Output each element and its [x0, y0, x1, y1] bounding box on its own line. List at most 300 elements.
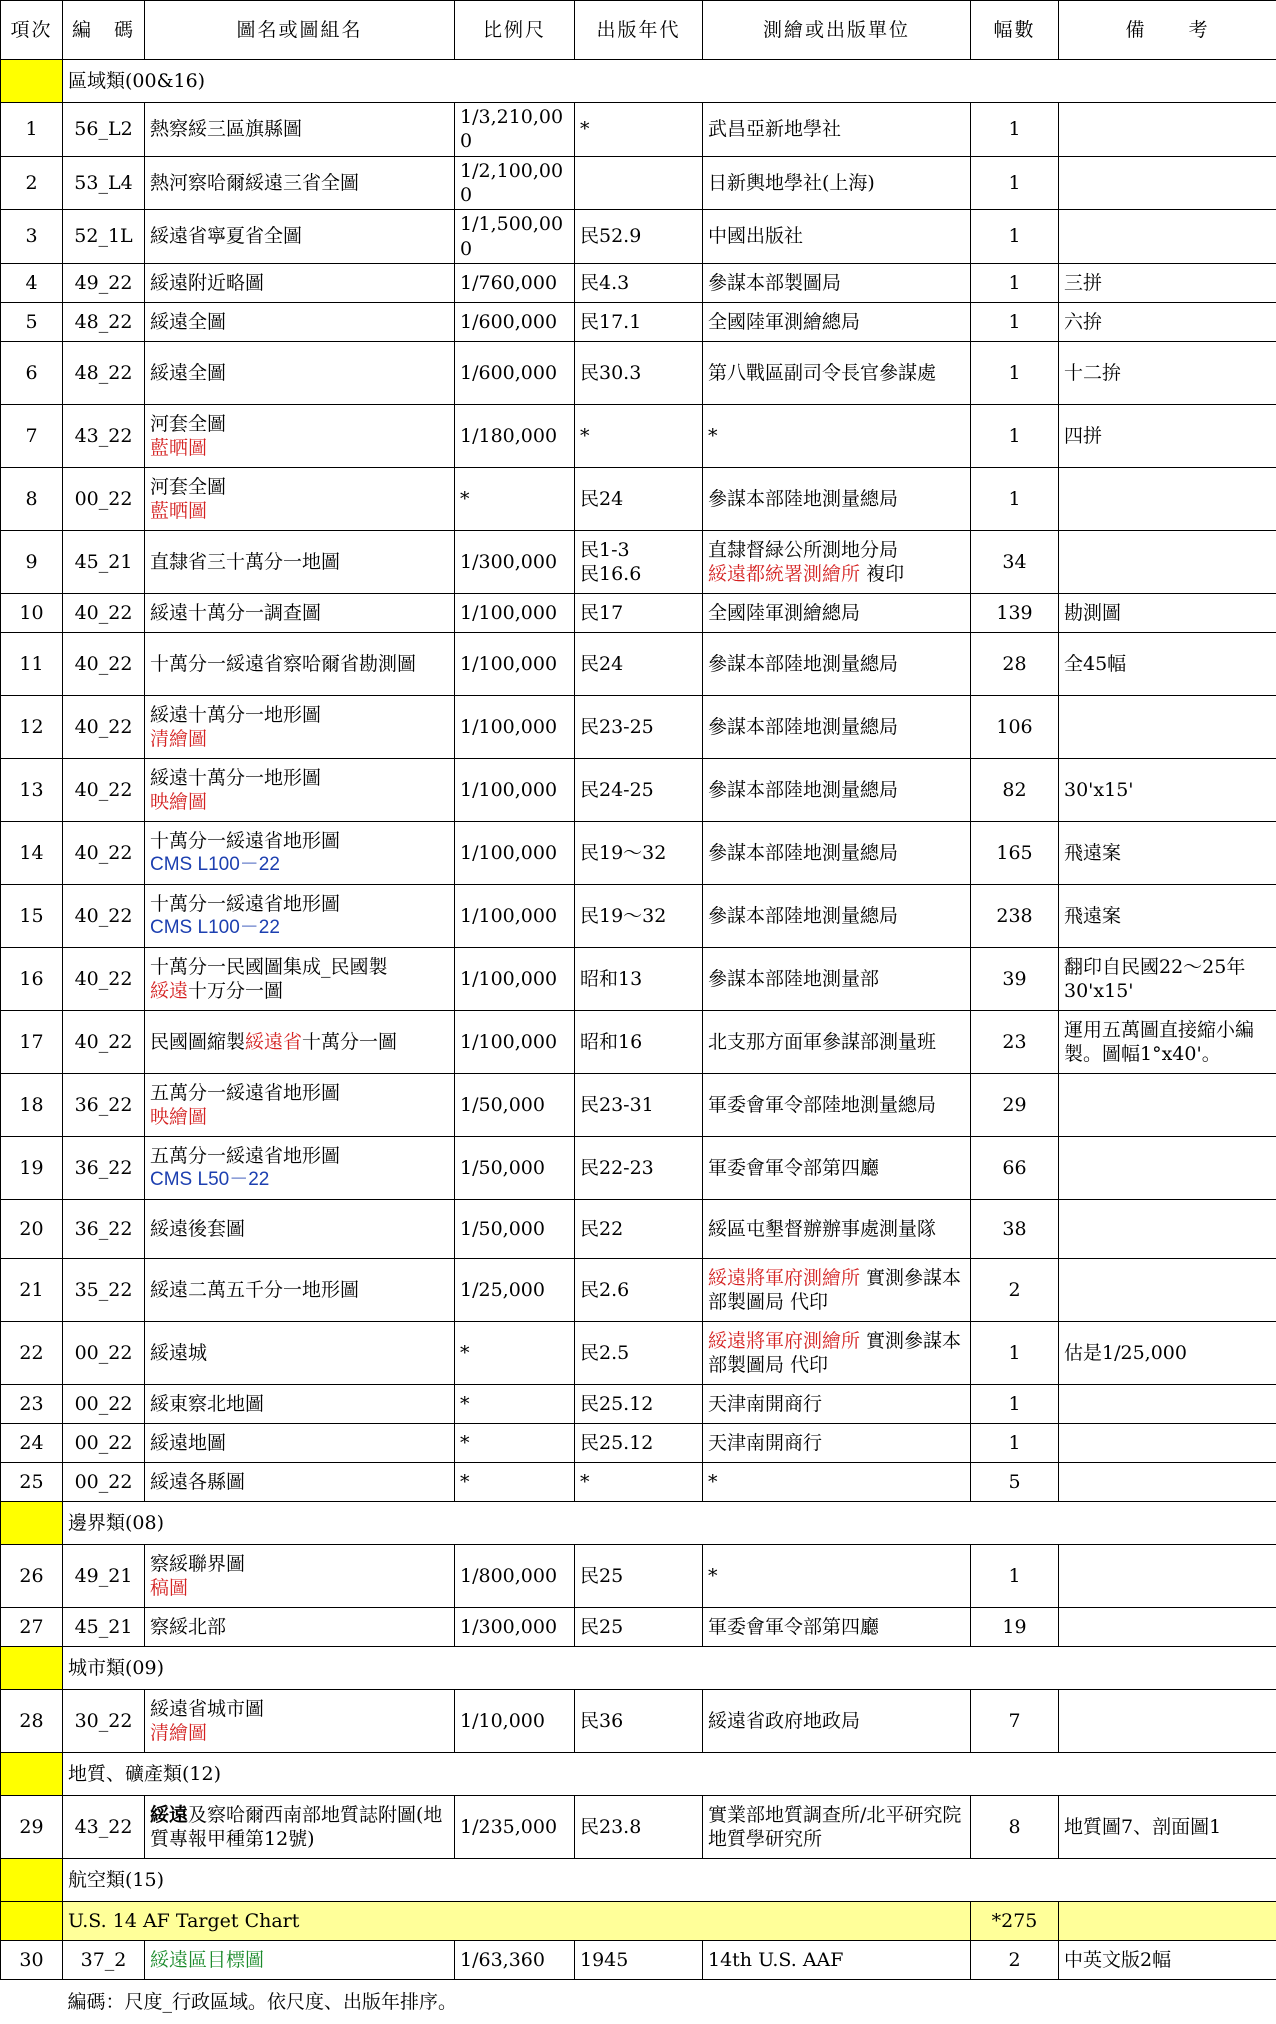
name-line: 綏遠十萬分一地形圖: [150, 703, 449, 727]
cell-year: 民24: [575, 632, 703, 695]
header-year: 出版年代: [575, 1, 703, 60]
cell-unit: *: [703, 404, 971, 467]
cell-note: [1059, 695, 1276, 758]
cell-no: 8: [1, 467, 63, 530]
cell-year: 民19～32: [575, 884, 703, 947]
name-line: 十萬分一綏遠省地形圖: [150, 892, 449, 916]
cell-name: [145, 1010, 455, 1073]
table-row: [1, 695, 1276, 758]
cell-unit: 北支那方面軍參謀部測量班: [703, 1010, 971, 1073]
cell-no: 2: [1, 156, 63, 210]
cell-name: 十萬分一綏遠省察哈爾省勘測圖: [145, 632, 455, 695]
cell-no: 7: [1, 404, 63, 467]
cell-note: [1059, 1384, 1276, 1423]
cell-count: 66: [971, 1136, 1059, 1199]
table-row: [1, 1073, 1276, 1136]
category-row-region: [1, 60, 1276, 103]
cell-code: 48_22: [63, 341, 145, 404]
cell-code: 40_22: [63, 758, 145, 821]
name-line: 十萬分一綏遠省地形圖: [150, 829, 449, 853]
cell-unit: 第八戰區副司令長官參謀處: [703, 341, 971, 404]
cell-note: [1059, 1689, 1276, 1752]
cell-note: 十二拚: [1059, 341, 1276, 404]
table-row: [1, 341, 1276, 404]
cell-unit: 參謀本部陸地測量總局: [703, 758, 971, 821]
cell-name: 綏遠二萬五千分一地形圖: [145, 1258, 455, 1321]
cell-no: 28: [1, 1689, 63, 1752]
name-subtitle: 藍晒圖: [150, 436, 449, 460]
cell-code: 53_L4: [63, 156, 145, 210]
table-row: [1, 530, 1276, 593]
cell-scale: 1/50,000: [455, 1136, 575, 1199]
cell-unit: 武昌亞新地學社: [703, 103, 971, 157]
table-row: [1, 1384, 1276, 1423]
cell-code: 52_1L: [63, 210, 145, 264]
cell-code: 49_21: [63, 1544, 145, 1607]
cell-code: 00_22: [63, 1321, 145, 1384]
cell-count: 7: [971, 1689, 1059, 1752]
cell-note: [1059, 1199, 1276, 1258]
cell-code: 43_22: [63, 1795, 145, 1858]
unit-highlight: 綏遠將軍府測繪所: [708, 1330, 860, 1352]
table-row: [1, 1689, 1276, 1752]
cell-code: 56_L2: [63, 103, 145, 157]
cell-unit: 參謀本部陸地測量部: [703, 947, 971, 1010]
cell-note: [1059, 947, 1276, 1010]
cell-unit: *: [703, 1544, 971, 1607]
subgroup-note: [1059, 1901, 1276, 1940]
header-scale: 比例尺: [455, 1, 575, 60]
table-row: [1, 1795, 1276, 1858]
cell-note: 勘測圖: [1059, 593, 1276, 632]
cell-count: 1: [971, 302, 1059, 341]
cell-name: 綏遠城: [145, 1321, 455, 1384]
header-code: 編 碼: [63, 1, 145, 60]
cell-scale: 1/3,210,000: [455, 103, 575, 157]
cell-note: [1059, 1462, 1276, 1501]
cell-scale: 1/50,000: [455, 1073, 575, 1136]
category-label: 邊界類(08): [63, 1501, 1276, 1544]
cell-scale: 1/180,000: [455, 404, 575, 467]
subgroup-title: U.S. 14 AF Target Chart: [63, 1901, 971, 1940]
name-series-code: CMS L100－22: [150, 916, 449, 940]
cell-year: 民25: [575, 1607, 703, 1646]
header-row: [1, 1, 1276, 60]
cell-year: 民22-23: [575, 1136, 703, 1199]
cell-name: 綏遠各縣圖: [145, 1462, 455, 1501]
cell-name: 綏遠地圖: [145, 1423, 455, 1462]
cell-year: 民24-25: [575, 758, 703, 821]
cell-note: 三拼: [1059, 263, 1276, 302]
category-label: 地質、礦產類(12): [63, 1752, 1276, 1795]
cell-scale: 1/1,500,000: [455, 210, 575, 264]
table-row: [1, 632, 1276, 695]
cell-name: [145, 1073, 455, 1136]
cell-code: 40_22: [63, 947, 145, 1010]
cell-count: 8: [971, 1795, 1059, 1858]
cell-count: 1: [971, 404, 1059, 467]
name-subtitle: 清繪圖: [150, 1721, 449, 1745]
cell-name: [145, 884, 455, 947]
footnote-spacer: [1, 1979, 63, 2024]
cell-name: [145, 947, 455, 1010]
cell-unit: 綏遠省政府地政局: [703, 1689, 971, 1752]
unit-line-suffix: 複印: [866, 563, 904, 585]
cell-scale: 1/100,000: [455, 593, 575, 632]
category-label: 區域類(00&16): [63, 60, 1276, 103]
cell-no: 13: [1, 758, 63, 821]
name-line: 河套全圖: [150, 475, 449, 499]
cell-year: 民17.1: [575, 302, 703, 341]
name-series-code: CMS L50－22: [150, 1168, 449, 1192]
name-subtitle: 映繪圖: [150, 790, 449, 814]
cell-unit: 實業部地質調查所/北平研究院地質學研究所: [703, 1795, 971, 1858]
category-marker: [1, 60, 63, 103]
cell-note: 運用五萬圖直接縮小編製。圖幅1°x40'。: [1059, 1010, 1276, 1073]
cell-count: 1: [971, 1544, 1059, 1607]
cell-note: 全45幅: [1059, 632, 1276, 695]
cell-code: 36_22: [63, 1199, 145, 1258]
cell-count: 1: [971, 210, 1059, 264]
name-bold: 綏遠: [150, 1804, 188, 1826]
unit-line-red: 綏遠都統署測繪所: [708, 563, 860, 585]
name-subtitle: 映繪圖: [150, 1105, 449, 1129]
cell-no: 4: [1, 263, 63, 302]
table-row: [1, 1462, 1276, 1501]
cell-note: 四拼: [1059, 404, 1276, 467]
cell-note: [1059, 210, 1276, 264]
cell-name: 綏遠後套圖: [145, 1199, 455, 1258]
cell-name: 熱察綏三區旗縣圖: [145, 103, 455, 157]
cell-unit: 天津南開商行: [703, 1384, 971, 1423]
cell-code: 40_22: [63, 632, 145, 695]
cell-year: 1945: [575, 1940, 703, 1979]
header-publisher: 測繪或出版單位: [703, 1, 971, 60]
cell-note: 估是1/25,000: [1059, 1321, 1276, 1384]
table-row: [1, 1199, 1276, 1258]
table-row: [1, 821, 1276, 884]
cell-year: 民30.3: [575, 341, 703, 404]
cell-unit: [703, 1321, 971, 1384]
cell-count: 2: [971, 1258, 1059, 1321]
table-row: [1, 1940, 1276, 1979]
table-row: [1, 1607, 1276, 1646]
cell-count: 1: [971, 1321, 1059, 1384]
cell-year: 民19～32: [575, 821, 703, 884]
cell-unit: 日新輿地學社(上海): [703, 156, 971, 210]
note-line-2: 30'x15': [1064, 979, 1271, 1003]
cell-count: 38: [971, 1199, 1059, 1258]
cell-note: [1059, 467, 1276, 530]
cell-code: 40_22: [63, 695, 145, 758]
cell-scale: 1/235,000: [455, 1795, 575, 1858]
cell-count: 28: [971, 632, 1059, 695]
table-row: [1, 404, 1276, 467]
cell-year: 民24: [575, 467, 703, 530]
cell-no: 1: [1, 103, 63, 157]
cell-unit: [703, 530, 971, 593]
cell-unit: 軍委會軍令部陸地測量總局: [703, 1073, 971, 1136]
cell-code: 40_22: [63, 821, 145, 884]
cell-no: 25: [1, 1462, 63, 1501]
cell-scale: 1/100,000: [455, 695, 575, 758]
cell-unit: 參謀本部陸地測量總局: [703, 884, 971, 947]
cell-name: 察綏北部: [145, 1607, 455, 1646]
table-row: [1, 156, 1276, 210]
cell-year: 民23-31: [575, 1073, 703, 1136]
cell-code: 30_22: [63, 1689, 145, 1752]
cell-count: 1: [971, 467, 1059, 530]
cell-year: 民4.3: [575, 263, 703, 302]
cell-year: [575, 530, 703, 593]
cell-name: [145, 1544, 455, 1607]
cell-no: 17: [1, 1010, 63, 1073]
cell-no: 6: [1, 341, 63, 404]
name-line-rest: 十万分一圖: [188, 980, 283, 1002]
cell-no: 16: [1, 947, 63, 1010]
table-row: [1, 1423, 1276, 1462]
cell-no: 12: [1, 695, 63, 758]
name-rest: 及察哈爾西南部地質誌附圖(地質專報甲種第12號): [150, 1804, 442, 1850]
note-line: 翻印自民國22～25年: [1064, 955, 1271, 979]
cell-note: 地質圖7、剖面圖1: [1059, 1795, 1276, 1858]
category-marker: [1, 1501, 63, 1544]
name-subtitle: 稿圖: [150, 1576, 449, 1600]
table-row: [1, 1321, 1276, 1384]
cell-note: [1059, 1423, 1276, 1462]
cell-name: [145, 758, 455, 821]
cell-note: [1059, 1544, 1276, 1607]
category-row-geology: [1, 1752, 1276, 1795]
cell-year: 民25.12: [575, 1384, 703, 1423]
cell-no: 9: [1, 530, 63, 593]
cell-count: 1: [971, 263, 1059, 302]
cell-note: 中英文版2幅: [1059, 1940, 1276, 1979]
cell-note: 飛遠案: [1059, 821, 1276, 884]
cell-scale: *: [455, 1321, 575, 1384]
cell-scale: 1/760,000: [455, 263, 575, 302]
cell-no: 3: [1, 210, 63, 264]
cell-code: 40_22: [63, 1010, 145, 1073]
cell-unit: 全國陸軍測繪總局: [703, 593, 971, 632]
table-row: [1, 593, 1276, 632]
cell-no: 21: [1, 1258, 63, 1321]
cell-count: 1: [971, 103, 1059, 157]
cell-no: 26: [1, 1544, 63, 1607]
cell-year: 民17: [575, 593, 703, 632]
cell-no: 11: [1, 632, 63, 695]
table-row: [1, 1010, 1276, 1073]
cell-note: [1059, 103, 1276, 157]
cell-scale: 1/100,000: [455, 947, 575, 1010]
table-row: [1, 103, 1276, 157]
cell-unit: 14th U.S. AAF: [703, 1940, 971, 1979]
header-remarks: 備 考: [1059, 1, 1276, 60]
table-row: [1, 467, 1276, 530]
cell-code: 45_21: [63, 530, 145, 593]
cell-scale: 1/50,000: [455, 1199, 575, 1258]
category-label: 航空類(15): [63, 1858, 1276, 1901]
cell-note: [1059, 1607, 1276, 1646]
cell-unit: 參謀本部陸地測量總局: [703, 467, 971, 530]
name-subtitle: 清繪圖: [150, 727, 449, 751]
cell-name: 綏遠省寧夏省全圖: [145, 210, 455, 264]
cell-scale: 1/100,000: [455, 632, 575, 695]
cell-name: 綏遠區目標圖: [145, 1940, 455, 1979]
subgroup-marker: [1, 1901, 63, 1940]
cell-name: [145, 1136, 455, 1199]
table-row: [1, 1258, 1276, 1321]
table-row: [1, 302, 1276, 341]
cell-scale: 1/600,000: [455, 341, 575, 404]
unit-line: 直隸督緑公所測地分局: [708, 538, 965, 562]
cell-year: 民36: [575, 1689, 703, 1752]
cell-code: 36_22: [63, 1073, 145, 1136]
cell-unit: 綏區屯墾督辦辦事處測量隊: [703, 1199, 971, 1258]
cell-unit: *: [703, 1462, 971, 1501]
cell-count: 238: [971, 884, 1059, 947]
cell-scale: 1/100,000: [455, 1010, 575, 1073]
cell-scale: 1/2,100,000: [455, 156, 575, 210]
header-item-no: 項次: [1, 1, 63, 60]
header-map-name: 圖名或圖組名: [145, 1, 455, 60]
cell-note: [1059, 530, 1276, 593]
category-marker: [1, 1646, 63, 1689]
cell-count: 1: [971, 1423, 1059, 1462]
cell-unit: 參謀本部製圖局: [703, 263, 971, 302]
footnote-row: [1, 1979, 1276, 2024]
cell-scale: *: [455, 1384, 575, 1423]
cell-code: 40_22: [63, 884, 145, 947]
cell-count: 1: [971, 1384, 1059, 1423]
name-line: 河套全圖: [150, 412, 449, 436]
name-line: 五萬分一綏遠省地形圖: [150, 1081, 449, 1105]
cell-scale: 1/300,000: [455, 530, 575, 593]
cell-unit: [703, 1258, 971, 1321]
cell-year: 民2.5: [575, 1321, 703, 1384]
cell-note: [1059, 1073, 1276, 1136]
cell-name: [145, 1795, 455, 1858]
name-line: 五萬分一綏遠省地形圖: [150, 1144, 449, 1168]
cell-count: 29: [971, 1073, 1059, 1136]
cell-no: 10: [1, 593, 63, 632]
cell-code: 49_22: [63, 263, 145, 302]
cell-code: 35_22: [63, 1258, 145, 1321]
cell-scale: 1/100,000: [455, 821, 575, 884]
cell-scale: 1/600,000: [455, 302, 575, 341]
cell-code: 00_22: [63, 467, 145, 530]
unit-highlight: 綏遠將軍府測繪所: [708, 1267, 860, 1289]
cell-note: 飛遠案: [1059, 884, 1276, 947]
year-line-2: 民16.6: [580, 562, 697, 586]
cell-year: 民23.8: [575, 1795, 703, 1858]
cell-no: 24: [1, 1423, 63, 1462]
cell-scale: *: [455, 1423, 575, 1462]
cell-name: 綏遠附近略圖: [145, 263, 455, 302]
cell-name: 綏遠十萬分一調查圖: [145, 593, 455, 632]
cell-scale: 1/300,000: [455, 1607, 575, 1646]
cell-unit: 軍委會軍令部第四廳: [703, 1136, 971, 1199]
cell-unit: 天津南開商行: [703, 1423, 971, 1462]
cell-no: 19: [1, 1136, 63, 1199]
cell-code: 00_22: [63, 1423, 145, 1462]
cell-count: 82: [971, 758, 1059, 821]
name-part: 十萬分一圖: [302, 1031, 397, 1053]
category-marker: [1, 1752, 63, 1795]
cell-note: [1059, 1258, 1276, 1321]
cell-year: 民25.12: [575, 1423, 703, 1462]
cell-scale: 1/100,000: [455, 884, 575, 947]
cell-count: 34: [971, 530, 1059, 593]
cell-no: 5: [1, 302, 63, 341]
cell-unit: 參謀本部陸地測量總局: [703, 695, 971, 758]
cell-year: 民23-25: [575, 695, 703, 758]
cell-year: 民25: [575, 1544, 703, 1607]
cell-count: 1: [971, 341, 1059, 404]
name-highlight: 綏遠: [150, 980, 188, 1002]
cell-note: [1059, 1136, 1276, 1199]
subgroup-count: *275: [971, 1901, 1059, 1940]
cell-name: [145, 404, 455, 467]
cell-year: 民22: [575, 1199, 703, 1258]
cell-code: 37_2: [63, 1940, 145, 1979]
category-row-boundary: [1, 1501, 1276, 1544]
cell-scale: *: [455, 1462, 575, 1501]
cell-name: 直隸省三十萬分一地圖: [145, 530, 455, 593]
cell-no: 23: [1, 1384, 63, 1423]
cell-no: 27: [1, 1607, 63, 1646]
cell-name: [145, 467, 455, 530]
cell-count: 23: [971, 1010, 1059, 1073]
cell-year: 民2.6: [575, 1258, 703, 1321]
unit-rest: 實測參謀本部製圖局 代印: [708, 1267, 961, 1313]
cell-scale: 1/100,000: [455, 758, 575, 821]
cell-unit: 全國陸軍測繪總局: [703, 302, 971, 341]
cell-count: 106: [971, 695, 1059, 758]
cell-code: 00_22: [63, 1462, 145, 1501]
category-row-aviation: [1, 1858, 1276, 1901]
table-row: [1, 884, 1276, 947]
cell-name: [145, 821, 455, 884]
cell-unit: 軍委會軍令部第四廳: [703, 1607, 971, 1646]
cell-name: 綏遠全圖: [145, 341, 455, 404]
cell-code: 45_21: [63, 1607, 145, 1646]
cell-unit: 參謀本部陸地測量總局: [703, 821, 971, 884]
name-subtitle: 藍晒圖: [150, 499, 449, 523]
cell-scale: 1/10,000: [455, 1689, 575, 1752]
cell-year: 昭和13: [575, 947, 703, 1010]
category-marker: [1, 1858, 63, 1901]
cell-name: [145, 1689, 455, 1752]
cell-unit: 參謀本部陸地測量總局: [703, 632, 971, 695]
name-series-code: CMS L100－22: [150, 853, 449, 877]
name-line: 綏遠十萬分一地形圖: [150, 766, 449, 790]
cell-scale: 1/800,000: [455, 1544, 575, 1607]
cell-name: 綏東察北地圖: [145, 1384, 455, 1423]
category-label: 城市類(09): [63, 1646, 1276, 1689]
cell-no: 30: [1, 1940, 63, 1979]
cell-count: 1: [971, 156, 1059, 210]
cell-scale: *: [455, 467, 575, 530]
name-part: 民國圖縮製: [150, 1031, 245, 1053]
table-row: [1, 263, 1276, 302]
footnote: 編碼：尺度_行政區域。依尺度、出版年排序。: [63, 1979, 1276, 2024]
cell-no: 22: [1, 1321, 63, 1384]
table-row: [1, 210, 1276, 264]
unit-rest: 實測參謀本部製圖局 代印: [708, 1330, 961, 1376]
header-sheet-count: 幅數: [971, 1, 1059, 60]
cell-unit: 中國出版社: [703, 210, 971, 264]
